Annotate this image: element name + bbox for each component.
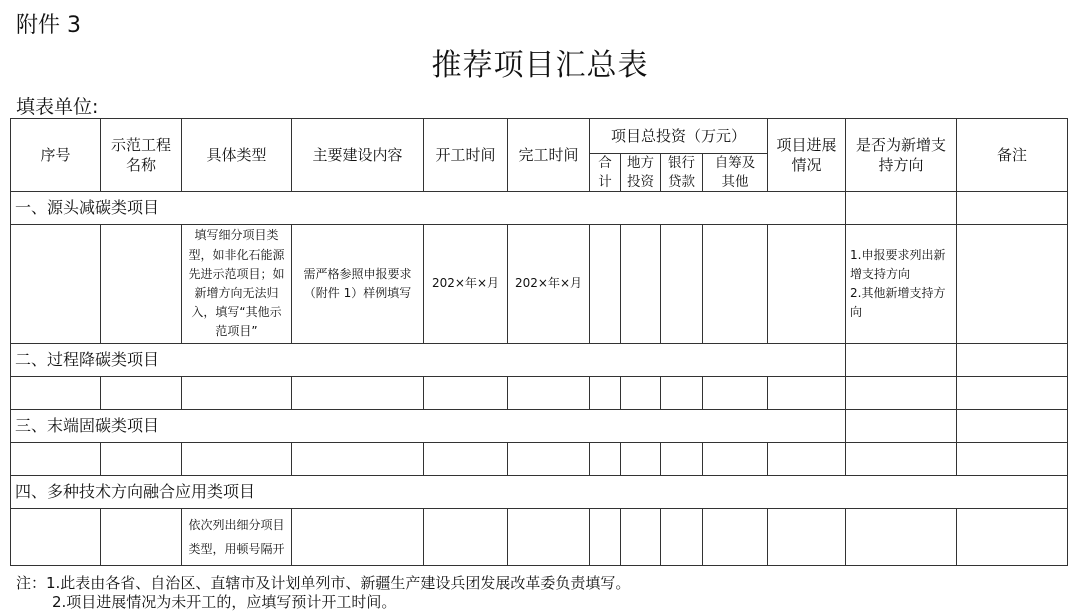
section-label-4: 四、多种技术方向融合应用类项目 (11, 476, 1068, 509)
example-new-direction-cell: 1.申报要求列出新增支持方向 2.其他新增支持方向 (846, 225, 957, 344)
header-end: 完工时间 (508, 119, 590, 192)
example-type-cell-4: 依次列出细分项目类型，用顿号隔开 (182, 509, 292, 566)
unit-row (16, 92, 304, 119)
example-end-cell: 202×年×月 (508, 225, 590, 344)
section-label-2: 二、过程降碳类项目 (11, 344, 846, 377)
blank-row (11, 443, 1068, 476)
header-invest-self: 自筹及其他 (703, 154, 768, 192)
section-label-3: 三、末端固碳类项目 (11, 410, 846, 443)
header-remarks: 备注 (957, 119, 1068, 192)
header-content: 主要建设内容 (292, 119, 424, 192)
header-invest-group: 项目总投资（万元） (590, 119, 768, 154)
page-title: 推荐项目汇总表 (431, 48, 649, 83)
note-1: 注：1.此表由各省、自治区、直辖市及计划单列市、新疆生产建设兵团发展改革委负责填写。 (16, 574, 631, 592)
example-content-cell: 需严格参照申报要求（附件 1）样例填写 (292, 225, 424, 344)
header-invest-total: 合计 (590, 154, 621, 192)
header-start: 开工时间 (424, 119, 508, 192)
example-row-1 (11, 225, 1068, 344)
example-start-cell: 202×年×月 (424, 225, 508, 344)
section-row (11, 192, 1068, 225)
summary-table (10, 118, 1068, 566)
header-name: 示范工程名称 (101, 119, 182, 192)
section-label-1: 一、源头减碳类项目 (11, 192, 846, 225)
notes (16, 574, 630, 612)
header-new-direction: 是否为新增支持方向 (846, 119, 957, 192)
header-progress: 项目进展情况 (768, 119, 846, 192)
unit-label: 填表单位: (16, 96, 99, 118)
section-row (11, 344, 1068, 377)
attachment-label: 附件 3 (16, 13, 81, 38)
header-type: 具体类型 (182, 119, 292, 192)
section-row (11, 410, 1068, 443)
blank-row (11, 377, 1068, 410)
header-invest-bank: 银行贷款 (661, 154, 703, 192)
note-2: 2.项目进展情况为未开工的，应填写预计开工时间。 (52, 593, 397, 611)
example-type-cell: 填写细分项目类型，如非化石能源先进示范项目；如新增方向无法归入，填写“其他示范项目” (182, 225, 292, 344)
section-row (11, 476, 1068, 509)
header-row (11, 119, 1068, 154)
unit-input-line (106, 96, 304, 119)
header-invest-local: 地方投资 (621, 154, 661, 192)
example-row-4 (11, 509, 1068, 566)
header-seq: 序号 (11, 119, 101, 192)
